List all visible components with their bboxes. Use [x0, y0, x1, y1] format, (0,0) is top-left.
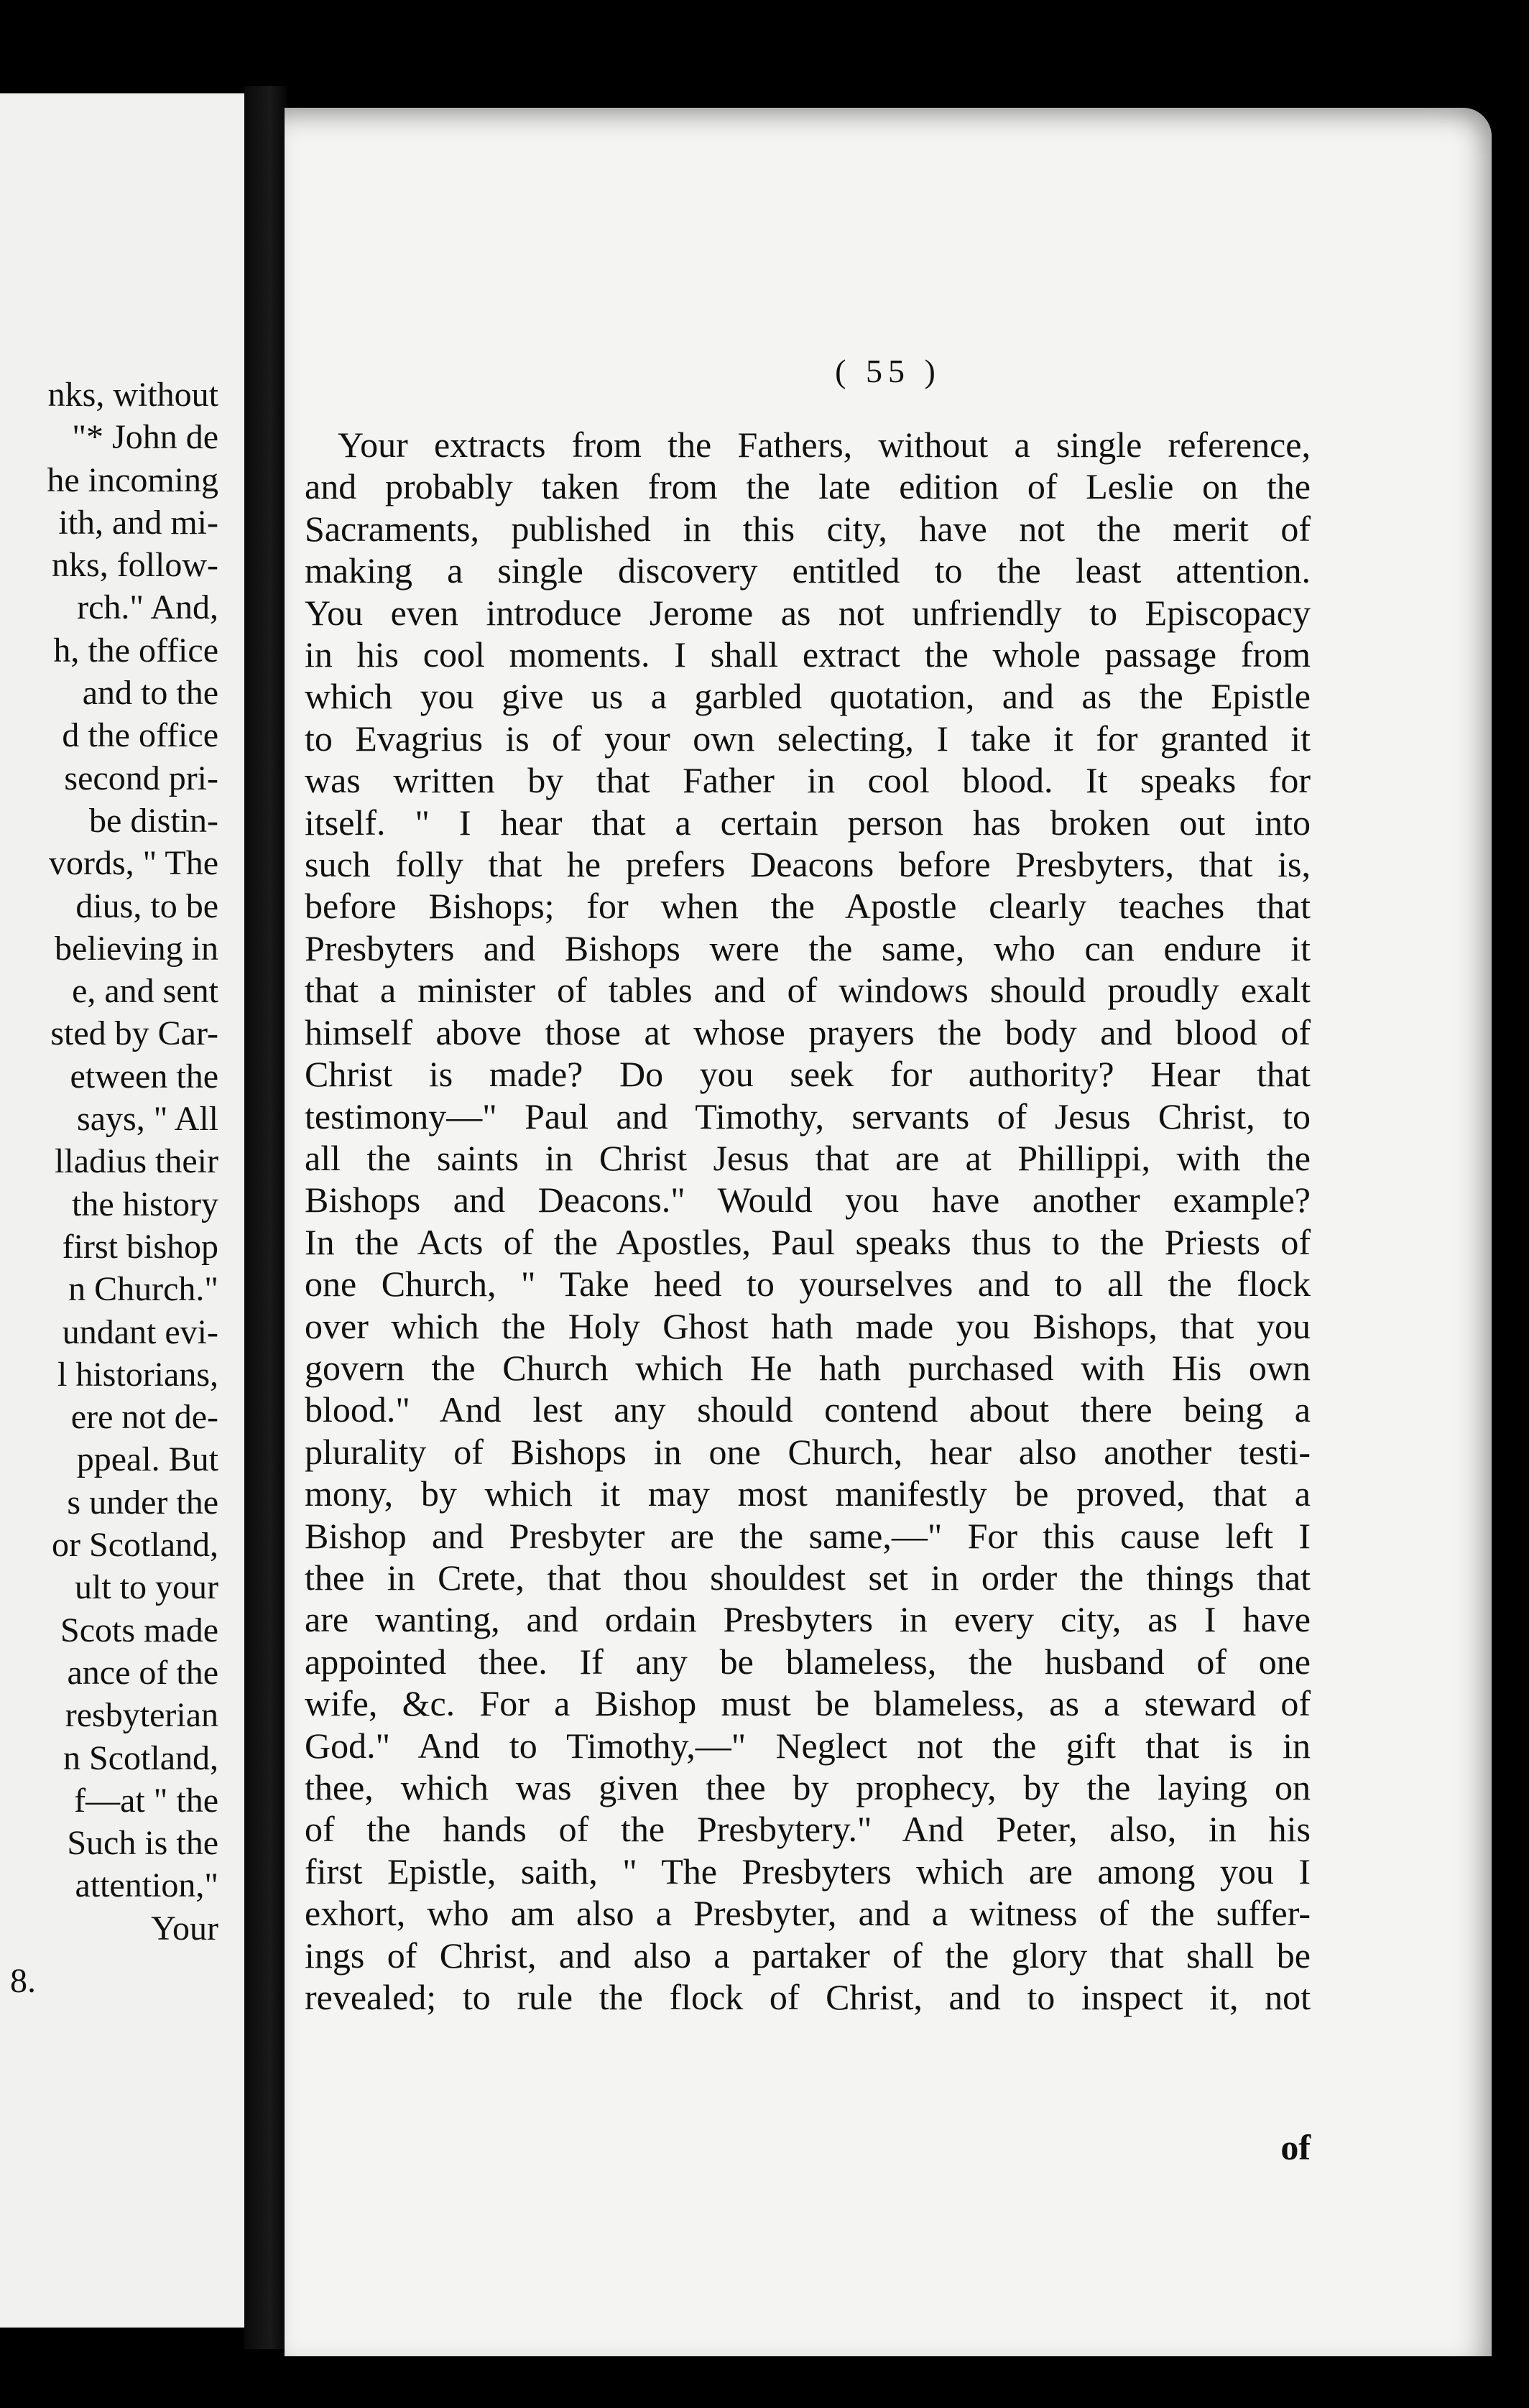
left-line: l historians, — [57, 1355, 218, 1394]
text-line: making a single discovery entitled to the least attention. — [305, 550, 1311, 591]
left-line: ere not de- — [70, 1398, 218, 1437]
left-line: the history — [72, 1185, 218, 1223]
text-line: govern the Church which He hath purchased with His own — [305, 1347, 1311, 1388]
text-line: such folly that he prefers Deacons before Presbyters, that is, — [305, 844, 1311, 885]
left-line: ppeal. But — [76, 1440, 218, 1479]
left-line: attention," — [75, 1866, 218, 1905]
left-line: d the office — [62, 716, 218, 755]
left-page-text — [0, 374, 218, 1950]
text-line: Christ is made? Do you seek for authority? Hear that — [305, 1054, 1311, 1095]
text-line: Sacraments, published in this city, have not the merit of — [305, 508, 1311, 549]
text-line: revealed; to rule the flock of Christ, and to inspect it, not — [305, 1977, 1311, 2018]
text-line: thee, which was given thee by prophecy, by the laying on — [305, 1767, 1311, 1807]
left-line: nks, follow- — [52, 546, 218, 585]
text-line: all the saints in Christ Jesus that are at Phillippi, with the — [305, 1137, 1311, 1178]
text-line: before Bishops; for when the Apostle clearly teaches that — [305, 886, 1311, 927]
text-line: and probably taken from the late edition of Leslie on the — [305, 466, 1311, 507]
left-line: rch." And, — [77, 588, 218, 627]
text-line: was written by that Father in cool blood. It speaks for — [305, 760, 1311, 801]
left-page — [0, 93, 244, 2328]
text-line: which you give us a garbled quotation, and as the Epistle — [305, 676, 1311, 717]
left-line: f—at " the — [74, 1781, 218, 1820]
text-line: Bishop and Presbyter are the same,—" For this cause left I — [305, 1515, 1311, 1556]
text-line: testimony—" Paul and Timothy, servants of Jesus Christ, to — [305, 1096, 1311, 1136]
left-line: h, the office — [53, 631, 218, 670]
left-line: he incoming — [47, 460, 218, 499]
left-line: ance of the — [67, 1653, 218, 1692]
left-line: says, " All — [77, 1100, 218, 1139]
left-line: Your — [151, 1909, 218, 1948]
text-line: himself above those at whose prayers the body and blood of — [305, 1011, 1311, 1052]
text-line: Your extracts from the Fathers, without a single reference, — [338, 425, 1311, 465]
text-line: ings of Christ, and also a partaker of the glory that shall be — [305, 1935, 1311, 1976]
text-line: Bishops and Deacons." Would you have another example? — [305, 1180, 1311, 1221]
text-line: are wanting, and ordain Presbyters in every city, as I have — [305, 1599, 1311, 1640]
left-line: or Scotland, — [52, 1526, 218, 1565]
left-line: Such is the — [67, 1824, 218, 1863]
text-line: that a minister of tables and of windows should proudly exalt — [305, 970, 1311, 1011]
left-line: n Scotland, — [63, 1738, 218, 1777]
left-line: e, and sent — [72, 972, 218, 1011]
left-line: second pri- — [64, 759, 218, 797]
left-line: etween the — [70, 1057, 218, 1096]
text-line: mony, by which it may most manifestly be proved, that a — [305, 1473, 1311, 1514]
left-line: n Church." — [68, 1270, 218, 1309]
text-line: appointed thee. If any be blameless, the husband of one — [305, 1641, 1311, 1682]
text-line: exhort, who am also a Presbyter, and a witness of the suffer- — [305, 1893, 1311, 1934]
left-line: ith, and mi- — [58, 503, 218, 542]
left-line: and to the — [82, 674, 218, 713]
text-line: over which the Holy Ghost hath made you Bishops, that you — [305, 1305, 1311, 1346]
left-line: dius, to be — [75, 886, 218, 925]
text-line: to Evagrius is of your own selecting, I take it for granted it — [305, 718, 1311, 759]
left-line: sted by Car- — [50, 1014, 218, 1053]
left-page-signature-mark: 8. — [10, 1962, 36, 2000]
text-line: You even introduce Jerome as not unfriendly to Episcopacy — [305, 592, 1311, 633]
text-line: of the hands of the Presbytery." And Peter, also, in his — [305, 1809, 1311, 1850]
text-line: in his cool moments. I shall extract the whole passage from — [305, 634, 1311, 675]
text-line: thee in Crete, that thou shouldest set in order the things that — [305, 1557, 1311, 1598]
left-line: lladius their — [55, 1142, 218, 1181]
page-number: ( 55 ) — [835, 353, 941, 389]
left-line: first bishop — [62, 1227, 218, 1266]
left-line: ult to your — [75, 1568, 218, 1607]
left-line: undant evi- — [62, 1312, 218, 1351]
text-line: first Epistle, saith, " The Presbyters which are among you I — [305, 1851, 1311, 1891]
left-line: believing in — [55, 929, 218, 968]
left-line: be distin- — [89, 801, 218, 840]
left-line: vords, " The — [48, 844, 218, 883]
text-line: blood." And lest any should contend about there being a — [305, 1389, 1311, 1430]
right-page — [285, 108, 1492, 2356]
text-line: one Church, " Take heed to yourselves and to all the flock — [305, 1264, 1311, 1305]
left-line: resbyterian — [65, 1696, 218, 1735]
left-line: s under the — [67, 1483, 218, 1522]
catchword: of — [1280, 2127, 1311, 2167]
text-line: In the Acts of the Apostles, Paul speaks thus to the Priests of — [305, 1221, 1311, 1262]
book-gutter — [244, 86, 287, 2349]
text-line: plurality of Bishops in one Church, hear also another testi- — [305, 1431, 1311, 1472]
text-line: Presbyters and Bishops were the same, who can endure it — [305, 927, 1311, 968]
body-text — [305, 424, 1311, 2018]
text-line: wife, &c. For a Bishop must be blameless, as a steward of — [305, 1683, 1311, 1724]
left-line: "* John de — [72, 418, 218, 457]
left-line: nks, without — [47, 376, 218, 414]
left-line: Scots made — [60, 1611, 218, 1649]
text-line: God." And to Timothy,—" Neglect not the gift that is in — [305, 1725, 1311, 1766]
text-line: itself. " I hear that a certain person has broken out into — [305, 802, 1311, 843]
